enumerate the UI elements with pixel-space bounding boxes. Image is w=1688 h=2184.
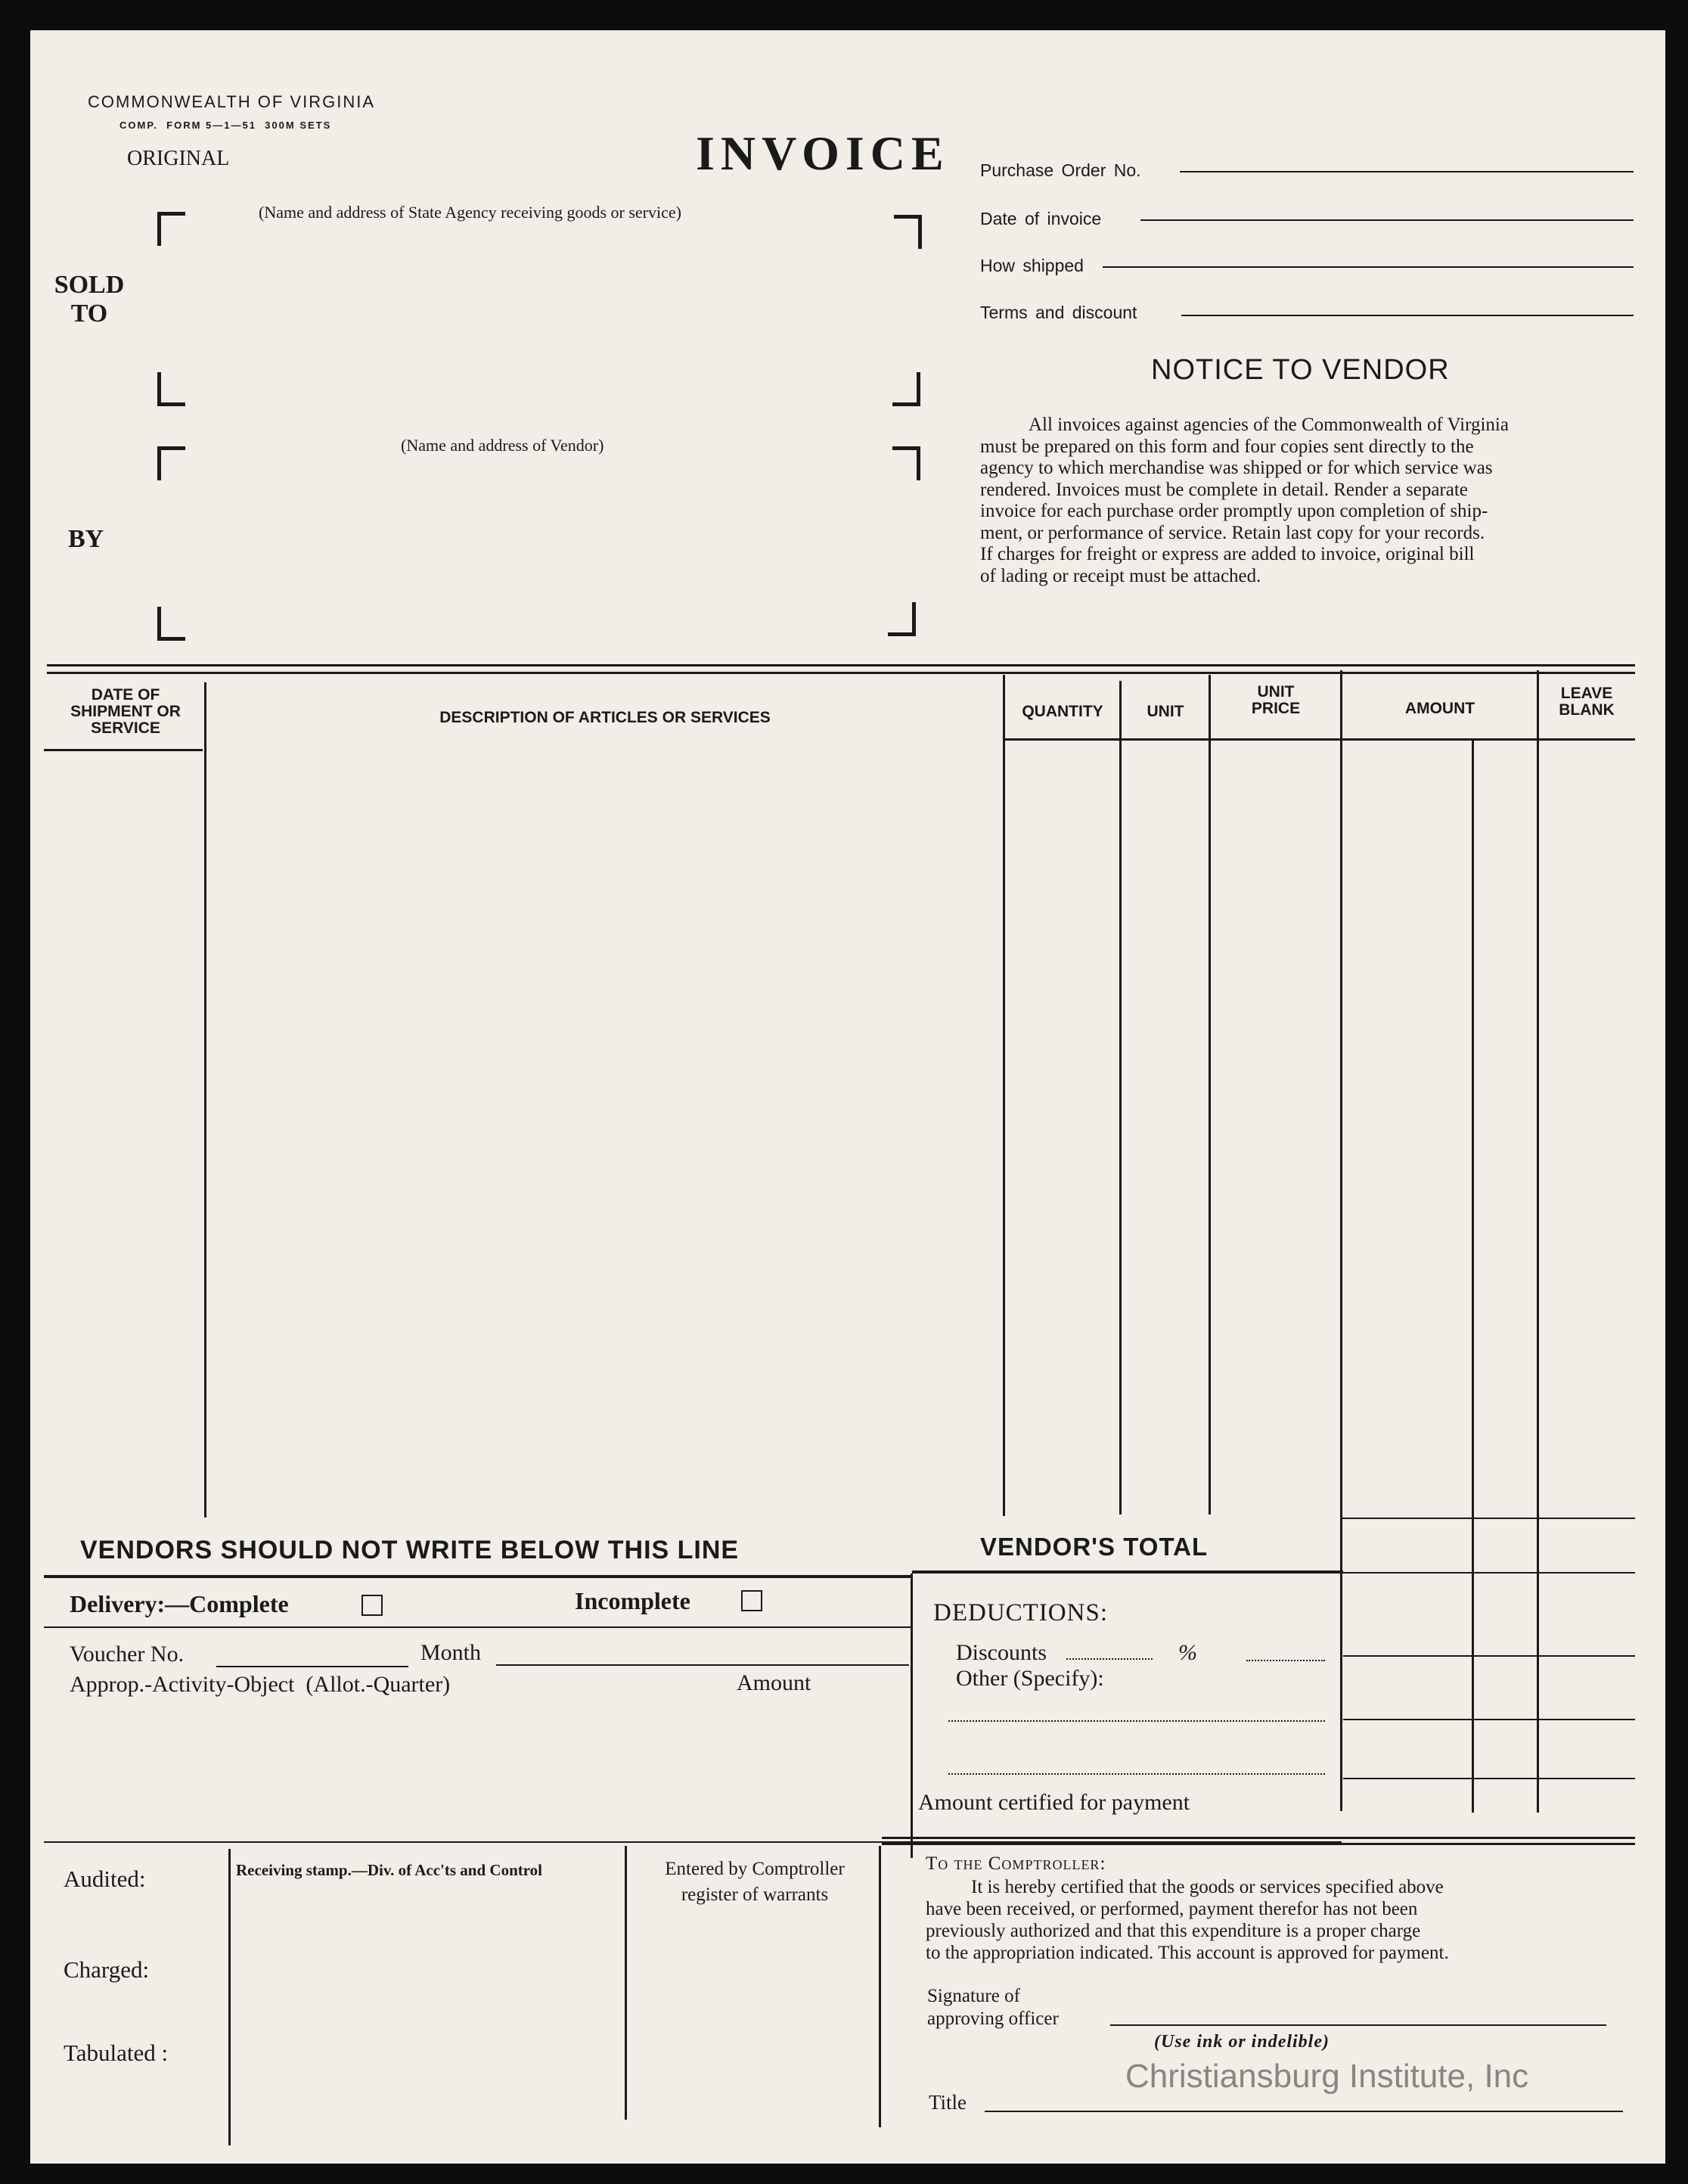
cert-line: previously authorized and that this expenditure is a proper charge — [926, 1921, 1421, 1941]
bottom-divider — [625, 1846, 627, 2120]
vendors-total-label: VENDOR'S TOTAL — [980, 1533, 1209, 1561]
title-label: Title — [929, 2091, 967, 2114]
col-header-leave-blank — [1540, 685, 1634, 719]
col-header-date — [48, 687, 203, 737]
use-ink-note: (Use ink or indelible) — [1154, 2032, 1330, 2052]
voucher-field[interactable] — [216, 1666, 408, 1667]
sold-to-label — [51, 271, 127, 328]
purchase-order-label: Purchase Order No. — [980, 160, 1141, 180]
to-comptroller-label: To the Comptroller: — [926, 1853, 1106, 1874]
col-header-unit-price — [1212, 684, 1340, 717]
notice-body — [980, 415, 1634, 587]
bottom-divider — [879, 1846, 881, 2127]
terms-discount-label: Terms and discount — [980, 303, 1137, 322]
line-items-area[interactable] — [47, 753, 1635, 1510]
signature-label — [927, 1985, 1059, 2030]
col-header-line: SERVICE — [91, 719, 160, 737]
invoice-title: INVOICE — [696, 126, 950, 180]
commonwealth-label: COMMONWEALTH OF VIRGINIA — [88, 92, 376, 111]
header-bottom-rule — [44, 749, 203, 751]
receiving-stamp-area[interactable] — [233, 1884, 622, 2141]
sold-to-hint: (Name and address of State Agency receiving goods or service) — [259, 203, 681, 222]
col-header-line: DATE OF — [91, 686, 160, 704]
date-of-invoice-label: Date of invoice — [980, 209, 1102, 228]
col-header-line: PRICE — [1251, 700, 1301, 717]
amount-certified-label: Amount certified for payment — [918, 1790, 1190, 1815]
delivery-complete-checkbox[interactable] — [361, 1595, 383, 1616]
terms-discount-field[interactable] — [1181, 315, 1634, 316]
sold-label: SOLD — [54, 271, 125, 299]
amount-row-rule — [1343, 1719, 1635, 1720]
sold-to-input[interactable] — [166, 235, 908, 401]
other-deduction-field[interactable] — [948, 1773, 1325, 1775]
entered-line: Entered by Comptroller — [665, 1859, 845, 1879]
title-field[interactable] — [985, 2111, 1623, 2112]
delivery-incomplete-label: Incomplete — [575, 1587, 690, 1614]
bottom-divider — [228, 1849, 231, 2145]
cert-line: to the appropriation indicated. This account is approved for payment. — [926, 1943, 1449, 1963]
lower-rule — [44, 1575, 911, 1578]
entered-by-comptroller — [631, 1856, 879, 1908]
vendor-input[interactable] — [166, 469, 908, 620]
col-header-amount: AMOUNT — [1404, 700, 1475, 717]
tabulated-label: Tabulated : — [64, 2040, 169, 2066]
receiving-stamp-label: Receiving stamp.—Div. of Acc'ts and Control — [236, 1861, 543, 1879]
form-code: COMP. FORM 5—1—51 300M SETS — [119, 120, 332, 131]
audited-label: Audited: — [64, 1866, 146, 1892]
discounts-label: Discounts — [956, 1640, 1047, 1665]
vendors-line-rule — [1340, 1518, 1635, 1519]
entered-line: register of warrants — [681, 1884, 829, 1905]
cert-line: have been received, or performed, payment therefor has not been — [926, 1899, 1418, 1919]
col-header-line: UNIT — [1257, 683, 1295, 701]
notice-line: ment, or performance of service. Retain last copy for your records. — [980, 522, 1485, 543]
percent-sign: % — [1178, 1640, 1197, 1665]
invoice-form — [30, 30, 1665, 2164]
month-field[interactable] — [496, 1664, 909, 1666]
deductions-label: DEDUCTIONS: — [933, 1599, 1108, 1626]
delivery-rule — [44, 1626, 911, 1628]
notice-line: rendered. Invoices must be complete in detail. Render a separate — [980, 479, 1468, 500]
how-shipped-field[interactable] — [1103, 266, 1634, 268]
voucher-label: Voucher No. — [70, 1642, 185, 1667]
date-of-invoice-field[interactable] — [1140, 219, 1634, 221]
signature-line: approving officer — [927, 2008, 1059, 2029]
amount-label: Amount — [737, 1670, 811, 1695]
how-shipped-label: How shipped — [980, 256, 1084, 275]
notice-line: invoice for each purchase order promptly upon completion of ship- — [980, 501, 1488, 521]
bottom-section-rule — [882, 1837, 1635, 1839]
approp-label: Approp.-Activity-Object (Allot.-Quarter) — [70, 1672, 451, 1697]
amount-row-rule — [1343, 1572, 1635, 1574]
other-deduction-field[interactable] — [948, 1720, 1325, 1722]
amount-row-rule — [1343, 1655, 1635, 1657]
to-label: TO — [70, 300, 108, 328]
lower-divider — [911, 1574, 913, 1858]
cert-line: It is hereby certified that the goods or services specified above — [971, 1877, 1444, 1897]
month-label: Month — [420, 1640, 482, 1665]
col-header-unit: UNIT — [1147, 703, 1184, 720]
col-header-line: LEAVE — [1560, 685, 1613, 702]
notice-line: must be prepared on this form and four copies sent directly to the — [980, 436, 1474, 457]
by-label: BY — [68, 525, 104, 553]
certification-text — [926, 1876, 1640, 1964]
lower-rule — [912, 1570, 1343, 1574]
copy-label: ORIGINAL — [127, 147, 230, 170]
col-header-line: BLANK — [1559, 701, 1615, 719]
signature-line: Signature of — [927, 1986, 1020, 2006]
bottom-section-rule — [882, 1843, 1635, 1845]
other-specify-label: Other (Specify): — [956, 1666, 1104, 1691]
notice-line: If charges for freight or express are added to invoice, original bill — [980, 544, 1475, 564]
delivery-incomplete-checkbox[interactable] — [741, 1590, 762, 1611]
table-top-rule — [47, 672, 1635, 674]
col-header-quantity: QUANTITY — [1022, 703, 1103, 720]
notice-line: All invoices against agencies of the Commonwealth of Virginia — [1029, 415, 1509, 435]
notice-line: agency to which merchandise was shipped or for which service was — [980, 458, 1493, 478]
col-header-line: SHIPMENT OR — [70, 703, 181, 720]
watermark: Christiansburg Institute, Inc — [1125, 2058, 1529, 2095]
by-hint: (Name and address of Vendor) — [401, 436, 604, 455]
discounts-amount-field[interactable] — [1246, 1660, 1325, 1661]
col-header-description: DESCRIPTION OF ARTICLES OR SERVICES — [439, 709, 771, 726]
delivery-complete-label: Delivery:—Complete — [70, 1590, 289, 1617]
notice-line: of lading or receipt must be attached. — [980, 565, 1261, 586]
charged-label: Charged: — [64, 1956, 150, 1983]
header-bottom-rule — [1004, 738, 1635, 741]
amount-row-rule — [1343, 1778, 1635, 1779]
notice-title: NOTICE TO VENDOR — [1151, 354, 1450, 386]
vendors-should-not-write: VENDORS SHOULD NOT WRITE BELOW THIS LINE — [80, 1536, 740, 1564]
discounts-percent-field[interactable] — [1066, 1658, 1153, 1660]
signature-field[interactable] — [1110, 2024, 1606, 2026]
table-top-rule — [47, 664, 1635, 666]
purchase-order-field[interactable] — [1180, 171, 1634, 172]
